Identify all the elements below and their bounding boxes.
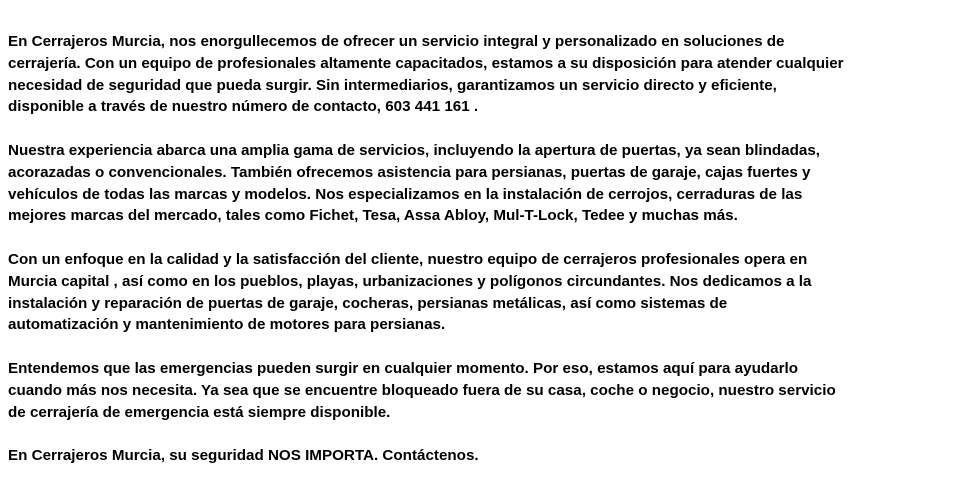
- text-line: acorazadas o convencionales. También ofrecemos asistencia para persianas, puertas de garaje, cajas fuertes y: [8, 163, 811, 181]
- document-body: [8, 31, 964, 467]
- text-line: Nuestra experiencia abarca una amplia gama de servicios, incluyendo la apertura de puertas, ya sean blindadas,: [8, 141, 821, 159]
- text-line: necesidad de seguridad que pueda surgir. Sin intermediarios, garantizamos un servicio directo y eficiente,: [8, 76, 777, 94]
- text-line: Entendemos que las emergencias pueden surgir en cualquier momento. Por eso, estamos aquí para ayudarlo: [8, 359, 798, 377]
- text-line: En Cerrajeros Murcia, su seguridad NOS IMPORTA. Contáctenos.: [8, 447, 479, 465]
- text-line: Con un enfoque en la calidad y la satisfacción del cliente, nuestro equipo de cerrajeros profesionales opera en: [8, 250, 808, 268]
- text-line: disponible a través de nuestro número de contacto, 603 441 161 .: [8, 98, 479, 116]
- paragraph-services: [8, 140, 964, 227]
- text-line: instalación y reparación de puertas de garaje, cocheras, persianas metálicas, así como sistemas de: [8, 294, 728, 312]
- paragraph-closing: [8, 445, 964, 467]
- text-line: automatización y mantenimiento de motores para persianas.: [8, 316, 446, 334]
- text-line: vehículos de todas las marcas y modelos. Nos especializamos en la instalación de cerrojos, cerraduras de las: [8, 185, 803, 203]
- text-line: Murcia capital , así como en los pueblos, playas, urbanizaciones y polígonos circundantes. Nos dedicamos a la: [8, 272, 812, 290]
- text-line: En Cerrajeros Murcia, nos enorgullecemos de ofrecer un servicio integral y personalizado en soluciones de: [8, 33, 785, 50]
- paragraph-intro: [8, 31, 964, 118]
- paragraph-coverage: [8, 249, 964, 336]
- paragraph-emergency: [8, 358, 964, 423]
- text-line: mejores marcas del mercado, tales como Fichet, Tesa, Assa Abloy, Mul-T-Lock, Tedee y muchas más.: [8, 207, 738, 225]
- text-line: de cerrajería de emergencia está siempre disponible.: [8, 403, 391, 421]
- text-line: cerrajería. Con un equipo de profesionales altamente capacitados, estamos a su disposición para atender cualquier: [8, 54, 844, 72]
- text-line: cuando más nos necesita. Ya sea que se encuentre bloqueado fuera de su casa, coche o negocio, nuestro servicio: [8, 381, 836, 399]
